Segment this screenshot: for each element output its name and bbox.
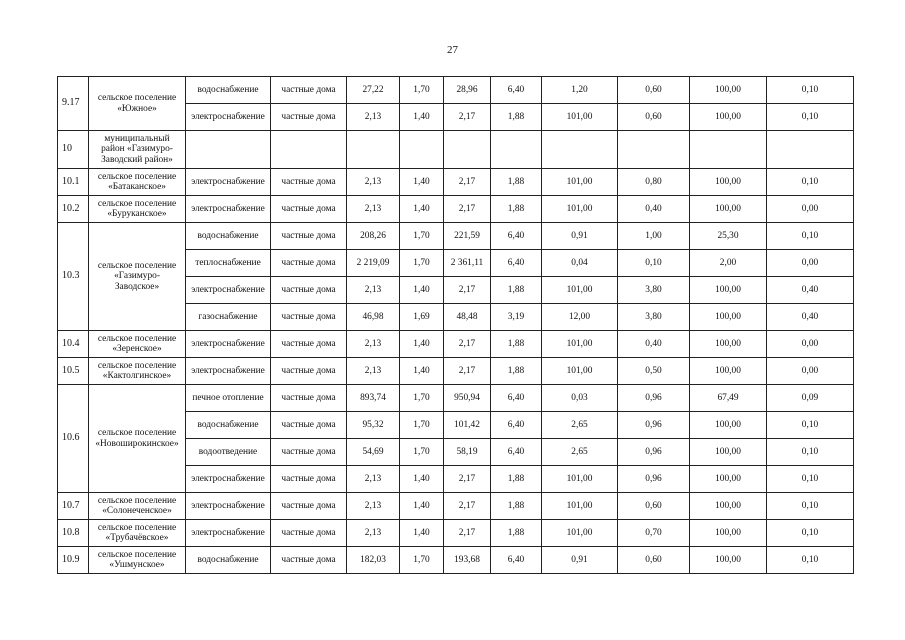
service-type: электроснабжение xyxy=(186,104,271,131)
page-number: 27 xyxy=(447,44,458,56)
row-number: 9.17 xyxy=(58,77,89,131)
value-cell: 100,00 xyxy=(690,169,767,196)
value-cell: 12,00 xyxy=(542,304,618,331)
value-cell: 1,88 xyxy=(491,493,542,520)
empty-cell xyxy=(690,131,767,169)
service-type: электроснабжение xyxy=(186,466,271,493)
tariff-table xyxy=(57,76,854,574)
value-cell: 101,00 xyxy=(542,169,618,196)
settlement-name: сельское поселение «Зеренское» xyxy=(89,331,186,358)
value-cell: 6,40 xyxy=(491,385,542,412)
service-type: электроснабжение xyxy=(186,358,271,385)
value-cell: 2,13 xyxy=(347,277,400,304)
service-type: электроснабжение xyxy=(186,331,271,358)
table-row xyxy=(58,520,854,547)
value-cell: 0,10 xyxy=(767,466,854,493)
value-cell: 0,96 xyxy=(618,412,690,439)
value-cell: 25,30 xyxy=(690,223,767,250)
value-cell: 0,10 xyxy=(767,412,854,439)
housing-type: частные дома xyxy=(271,104,347,131)
value-cell: 0,91 xyxy=(542,547,618,574)
value-cell: 221,59 xyxy=(444,223,491,250)
value-cell: 0,60 xyxy=(618,493,690,520)
district-name: муниципальный район «Газимуро- Заводский район» xyxy=(89,131,186,169)
value-cell: 0,10 xyxy=(767,169,854,196)
service-type: электроснабжение xyxy=(186,196,271,223)
value-cell: 2,13 xyxy=(347,331,400,358)
value-cell: 101,42 xyxy=(444,412,491,439)
settlement-name: сельское поселение «Южное» xyxy=(89,77,186,131)
value-cell: 2,13 xyxy=(347,196,400,223)
service-type: печное отопление xyxy=(186,385,271,412)
table-row xyxy=(58,385,854,412)
housing-type: частные дома xyxy=(271,250,347,277)
value-cell: 6,40 xyxy=(491,547,542,574)
value-cell: 1,40 xyxy=(400,466,444,493)
table-row xyxy=(58,169,854,196)
value-cell: 1,88 xyxy=(491,277,542,304)
value-cell: 0,00 xyxy=(767,250,854,277)
value-cell: 1,70 xyxy=(400,385,444,412)
value-cell: 1,70 xyxy=(400,547,444,574)
row-number: 10.5 xyxy=(58,358,89,385)
value-cell: 0,03 xyxy=(542,385,618,412)
value-cell: 1,40 xyxy=(400,358,444,385)
service-type: газоснабжение xyxy=(186,304,271,331)
value-cell: 100,00 xyxy=(690,277,767,304)
housing-type: частные дома xyxy=(271,169,347,196)
value-cell: 0,10 xyxy=(767,493,854,520)
value-cell: 0,40 xyxy=(767,277,854,304)
table-row xyxy=(58,331,854,358)
value-cell: 100,00 xyxy=(690,466,767,493)
value-cell: 182,03 xyxy=(347,547,400,574)
value-cell: 1,88 xyxy=(491,104,542,131)
empty-cell xyxy=(271,131,347,169)
value-cell: 1,88 xyxy=(491,520,542,547)
value-cell: 0,60 xyxy=(618,104,690,131)
housing-type: частные дома xyxy=(271,277,347,304)
value-cell: 0,10 xyxy=(767,104,854,131)
value-cell: 101,00 xyxy=(542,493,618,520)
value-cell: 101,00 xyxy=(542,277,618,304)
value-cell: 0,40 xyxy=(767,304,854,331)
value-cell: 0,00 xyxy=(767,331,854,358)
value-cell: 1,88 xyxy=(491,331,542,358)
value-cell: 2,13 xyxy=(347,493,400,520)
value-cell: 0,10 xyxy=(767,520,854,547)
value-cell: 27,22 xyxy=(347,77,400,104)
value-cell: 101,00 xyxy=(542,466,618,493)
value-cell: 1,40 xyxy=(400,104,444,131)
settlement-name: сельское поселение «Батаканское» xyxy=(89,169,186,196)
value-cell: 6,40 xyxy=(491,250,542,277)
value-cell: 0,96 xyxy=(618,439,690,466)
table-row xyxy=(58,77,854,104)
value-cell: 2,17 xyxy=(444,358,491,385)
value-cell: 6,40 xyxy=(491,77,542,104)
empty-cell xyxy=(347,131,400,169)
table-row xyxy=(58,358,854,385)
settlement-name: сельское поселение «Газимуро- Заводское» xyxy=(89,223,186,331)
value-cell: 2,13 xyxy=(347,466,400,493)
value-cell: 1,40 xyxy=(400,520,444,547)
housing-type: частные дома xyxy=(271,304,347,331)
value-cell: 0,10 xyxy=(618,250,690,277)
value-cell: 100,00 xyxy=(690,196,767,223)
value-cell: 1,40 xyxy=(400,331,444,358)
value-cell: 0,10 xyxy=(767,223,854,250)
value-cell: 1,20 xyxy=(542,77,618,104)
value-cell: 193,68 xyxy=(444,547,491,574)
value-cell: 1,40 xyxy=(400,277,444,304)
value-cell: 48,48 xyxy=(444,304,491,331)
empty-cell xyxy=(400,131,444,169)
empty-cell xyxy=(542,131,618,169)
value-cell: 2,17 xyxy=(444,493,491,520)
value-cell: 100,00 xyxy=(690,493,767,520)
value-cell: 1,70 xyxy=(400,77,444,104)
service-type: электроснабжение xyxy=(186,520,271,547)
table-row xyxy=(58,196,854,223)
service-type: водоснабжение xyxy=(186,77,271,104)
value-cell: 1,88 xyxy=(491,196,542,223)
empty-cell xyxy=(491,131,542,169)
service-type: водоснабжение xyxy=(186,223,271,250)
table-row xyxy=(58,131,854,169)
table-row xyxy=(58,223,854,250)
value-cell: 0,40 xyxy=(618,196,690,223)
row-number: 10.7 xyxy=(58,493,89,520)
row-number: 10.9 xyxy=(58,547,89,574)
value-cell: 0,00 xyxy=(767,358,854,385)
value-cell: 100,00 xyxy=(690,304,767,331)
value-cell: 100,00 xyxy=(690,412,767,439)
value-cell: 1,88 xyxy=(491,169,542,196)
table-row xyxy=(58,493,854,520)
value-cell: 100,00 xyxy=(690,104,767,131)
value-cell: 2,13 xyxy=(347,358,400,385)
settlement-name: сельское поселение «Новоширокинское» xyxy=(89,385,186,493)
value-cell: 54,69 xyxy=(347,439,400,466)
service-type: электроснабжение xyxy=(186,493,271,520)
service-type: электроснабжение xyxy=(186,169,271,196)
value-cell: 101,00 xyxy=(542,196,618,223)
table-row xyxy=(58,547,854,574)
value-cell: 2,13 xyxy=(347,104,400,131)
value-cell: 2,17 xyxy=(444,104,491,131)
value-cell: 67,49 xyxy=(690,385,767,412)
value-cell: 893,74 xyxy=(347,385,400,412)
value-cell: 3,19 xyxy=(491,304,542,331)
value-cell: 100,00 xyxy=(690,439,767,466)
settlement-name: сельское поселение «Кактолгинское» xyxy=(89,358,186,385)
housing-type: частные дома xyxy=(271,466,347,493)
housing-type: частные дома xyxy=(271,493,347,520)
value-cell: 28,96 xyxy=(444,77,491,104)
value-cell: 0,60 xyxy=(618,547,690,574)
housing-type: частные дома xyxy=(271,547,347,574)
value-cell: 101,00 xyxy=(542,104,618,131)
value-cell: 2,17 xyxy=(444,520,491,547)
value-cell: 0,10 xyxy=(767,547,854,574)
value-cell: 46,98 xyxy=(347,304,400,331)
row-number: 10.8 xyxy=(58,520,89,547)
value-cell: 0,96 xyxy=(618,385,690,412)
value-cell: 1,40 xyxy=(400,169,444,196)
value-cell: 1,70 xyxy=(400,223,444,250)
value-cell: 0,91 xyxy=(542,223,618,250)
value-cell: 1,40 xyxy=(400,196,444,223)
value-cell: 2,17 xyxy=(444,331,491,358)
housing-type: частные дома xyxy=(271,77,347,104)
row-number: 10.4 xyxy=(58,331,89,358)
row-number: 10.1 xyxy=(58,169,89,196)
value-cell: 100,00 xyxy=(690,547,767,574)
value-cell: 1,69 xyxy=(400,304,444,331)
value-cell: 1,70 xyxy=(400,412,444,439)
empty-cell xyxy=(186,131,271,169)
value-cell: 0,60 xyxy=(618,77,690,104)
value-cell: 0,50 xyxy=(618,358,690,385)
service-type: водоснабжение xyxy=(186,547,271,574)
value-cell: 3,80 xyxy=(618,304,690,331)
value-cell: 0,04 xyxy=(542,250,618,277)
value-cell: 0,80 xyxy=(618,169,690,196)
row-number: 10.2 xyxy=(58,196,89,223)
value-cell: 1,88 xyxy=(491,358,542,385)
value-cell: 1,00 xyxy=(618,223,690,250)
row-number: 10.6 xyxy=(58,385,89,493)
value-cell: 58,19 xyxy=(444,439,491,466)
empty-cell xyxy=(618,131,690,169)
value-cell: 2,17 xyxy=(444,169,491,196)
value-cell: 0,00 xyxy=(767,196,854,223)
value-cell: 101,00 xyxy=(542,520,618,547)
housing-type: частные дома xyxy=(271,520,347,547)
value-cell: 1,70 xyxy=(400,439,444,466)
value-cell: 101,00 xyxy=(542,331,618,358)
value-cell: 1,40 xyxy=(400,493,444,520)
row-number: 10 xyxy=(58,131,89,169)
housing-type: частные дома xyxy=(271,358,347,385)
value-cell: 2,17 xyxy=(444,466,491,493)
empty-cell xyxy=(444,131,491,169)
housing-type: частные дома xyxy=(271,223,347,250)
settlement-name: сельское поселение «Солонеченское» xyxy=(89,493,186,520)
value-cell: 6,40 xyxy=(491,412,542,439)
value-cell: 2,65 xyxy=(542,412,618,439)
value-cell: 1,88 xyxy=(491,466,542,493)
service-type: теплоснабжение xyxy=(186,250,271,277)
service-type: электроснабжение xyxy=(186,277,271,304)
value-cell: 2,17 xyxy=(444,277,491,304)
value-cell: 2 361,11 xyxy=(444,250,491,277)
value-cell: 0,40 xyxy=(618,331,690,358)
settlement-name: сельское поселение «Трубачёвское» xyxy=(89,520,186,547)
service-type: водоснабжение xyxy=(186,412,271,439)
housing-type: частные дома xyxy=(271,331,347,358)
value-cell: 208,26 xyxy=(347,223,400,250)
housing-type: частные дома xyxy=(271,196,347,223)
housing-type: частные дома xyxy=(271,412,347,439)
value-cell: 95,32 xyxy=(347,412,400,439)
value-cell: 100,00 xyxy=(690,358,767,385)
value-cell: 6,40 xyxy=(491,439,542,466)
value-cell: 0,10 xyxy=(767,77,854,104)
value-cell: 950,94 xyxy=(444,385,491,412)
housing-type: частные дома xyxy=(271,385,347,412)
empty-cell xyxy=(767,131,854,169)
value-cell: 6,40 xyxy=(491,223,542,250)
settlement-name: сельское поселение «Буруканское» xyxy=(89,196,186,223)
value-cell: 3,80 xyxy=(618,277,690,304)
value-cell: 1,70 xyxy=(400,250,444,277)
value-cell: 2 219,09 xyxy=(347,250,400,277)
settlement-name: сельское поселение «Ушмунское» xyxy=(89,547,186,574)
value-cell: 100,00 xyxy=(690,331,767,358)
housing-type: частные дома xyxy=(271,439,347,466)
value-cell: 0,10 xyxy=(767,439,854,466)
value-cell: 2,13 xyxy=(347,520,400,547)
value-cell: 2,17 xyxy=(444,196,491,223)
value-cell: 101,00 xyxy=(542,358,618,385)
value-cell: 100,00 xyxy=(690,520,767,547)
value-cell: 0,09 xyxy=(767,385,854,412)
value-cell: 0,96 xyxy=(618,466,690,493)
value-cell: 100,00 xyxy=(690,77,767,104)
value-cell: 2,00 xyxy=(690,250,767,277)
value-cell: 2,65 xyxy=(542,439,618,466)
value-cell: 2,13 xyxy=(347,169,400,196)
service-type: водоотведение xyxy=(186,439,271,466)
value-cell: 0,70 xyxy=(618,520,690,547)
row-number: 10.3 xyxy=(58,223,89,331)
